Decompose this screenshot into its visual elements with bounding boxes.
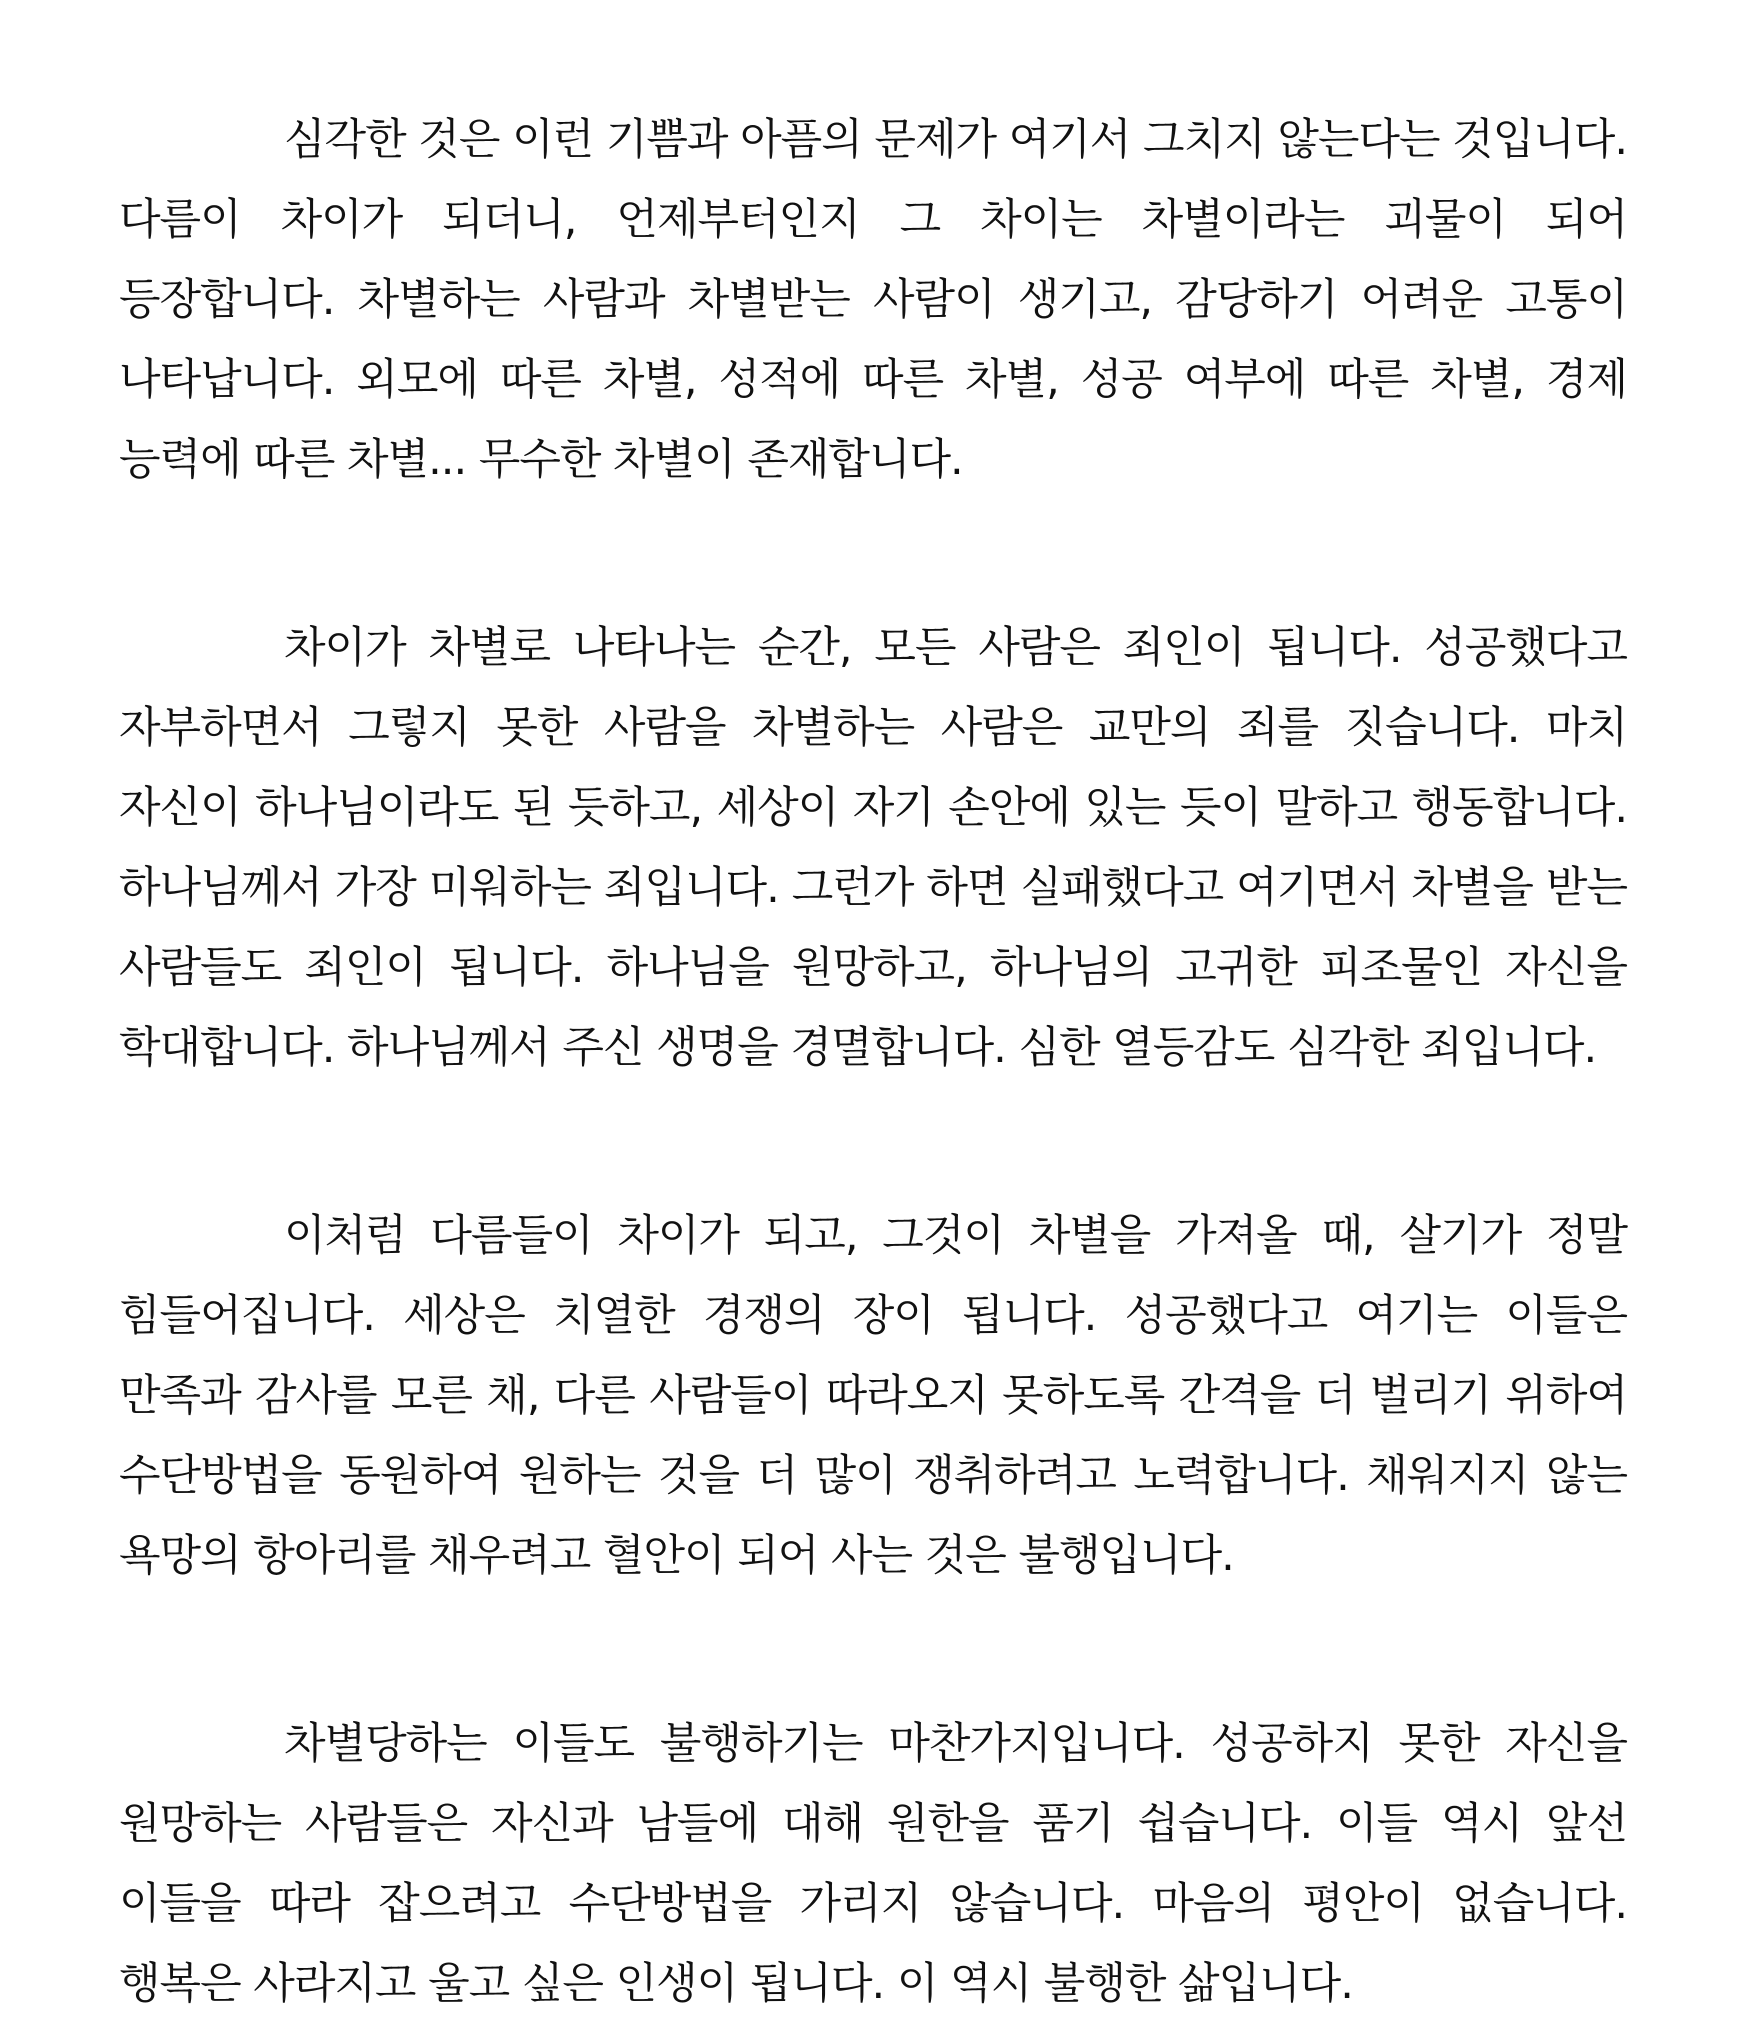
paragraph-3: 이처럼 다름들이 차이가 되고, 그것이 차별을 가져올 때, 살기가 정말 힘들어집니다. 세상은 치열한 경쟁의 장이 됩니다. 성공했다고 여기는 이들은 만족과 감사를 모른 채, 다른 사람들이 따라오지 못하도록 간격을 더 벌리기 위하여 수단방법을 동원하여 원하는 것을 더 많이 쟁취하려고 노력합니다. 채워지지 않는 욕망의 항아리를 채우려고 혈안이 되어 사는 것은 불행입니다.	[119, 1211, 1627, 1581]
paragraph-4: 차별당하는 이들도 불행하기는 마찬가지입니다. 성공하지 못한 자신을 원망하는 사람들은 자신과 남들에 대해 원한을 품기 쉽습니다. 이들 역시 앞선 이들을 따라 잡으려고 수단방법을 가리지 않습니다. 마음의 평안이 없습니다. 행복은 사라지고 울고 싶은 인생이 됩니다. 이 역시 불행한 삶입니다.	[119, 1719, 1627, 2009]
paragraph-1: 심각한 것은 이런 기쁨과 아픔의 문제가 여기서 그치지 않는다는 것입니다. 다름이 차이가 되더니, 언제부터인지 그 차이는 차별이라는 괴물이 되어 등장합니다. 차별하는 사람과 차별받는 사람이 생기고, 감당하기 어려운 고통이 나타납니다. 외모에 따른 차별, 성적에 따른 차별, 성공 여부에 따른 차별, 경제 능력에 따른 차별... 무수한 차별이 존재합니다.	[119, 115, 1627, 485]
paragraph-2: 차이가 차별로 나타나는 순간, 모든 사람은 죄인이 됩니다. 성공했다고 자부하면서 그렇지 못한 사람을 차별하는 사람은 교만의 죄를 짓습니다. 마치 자신이 하나님이라도 된 듯하고, 세상이 자기 손안에 있는 듯이 말하고 행동합니다. 하나님께서 가장 미워하는 죄입니다. 그런가 하면 실패했다고 여기면서 차별을 받는 사람들도 죄인이 됩니다. 하나님을 원망하고, 하나님의 고귀한 피조물인 자신을 학대합니다. 하나님께서 주신 생명을 경멸합니다. 심한 열등감도 심각한 죄입니다.	[119, 623, 1627, 1073]
document-page	[119, 100, 1627, 2024]
